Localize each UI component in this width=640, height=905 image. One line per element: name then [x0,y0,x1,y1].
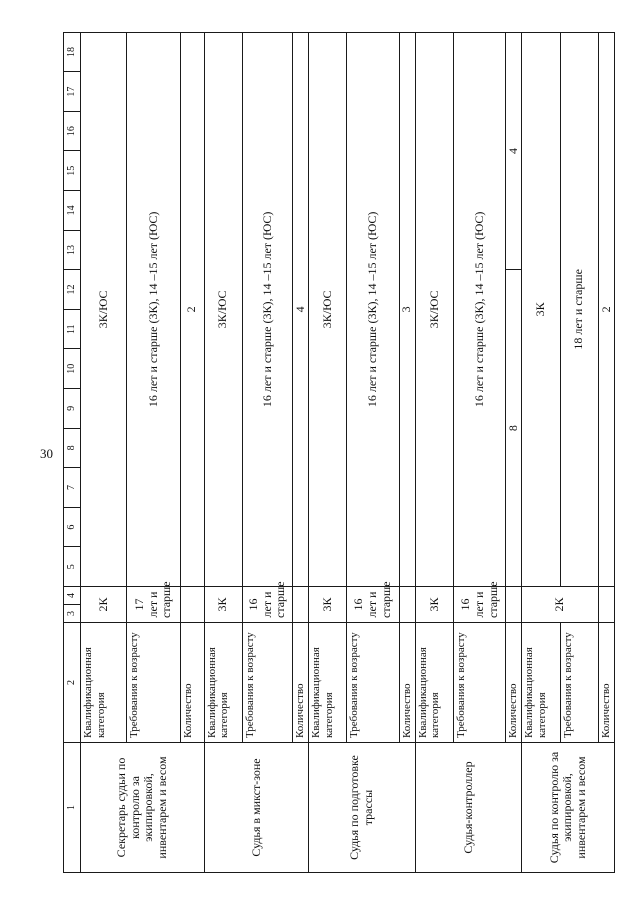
row-label-quantity: Количество [399,623,415,743]
col-header: 11 [64,309,81,349]
col-header: 10 [64,349,81,389]
age-requirement: 16 лет и старше [242,587,292,623]
age-requirement: 17 лет и старше [127,587,180,623]
category-value: 2К [81,587,127,623]
category-value: 3К [309,587,347,623]
role-name: Судья в микст-зоне [204,743,309,873]
col-header: 15 [64,151,81,191]
judges-table [63,32,615,873]
quantity-value: 8 [506,270,522,587]
column-header-row [64,32,81,872]
row-label-quantity: Количество [293,623,309,743]
row-label-category: Квалификационная категория [309,623,347,743]
col-header: 8 [64,428,81,468]
col-header: 7 [64,468,81,508]
table-row [81,32,127,872]
table-row [309,32,347,872]
category-value: 3К/ЮС [309,32,347,586]
row-label-requirements: Требования к возрасту [127,623,180,743]
col-header: 12 [64,270,81,310]
empty-cell [399,587,415,623]
category-value: 3К [204,587,242,623]
row-label-category: Квалификационная категория [522,623,560,743]
empty-cell [506,587,522,623]
col-header: 1 [64,743,81,873]
role-name: Секретарь судьи по контролю за экипировкой, инвентарем и весом [81,743,205,873]
row-label-requirements: Требования к возрасту [560,623,598,743]
quantity-value: 2 [180,32,204,586]
role-name: Судья-контроллер [415,743,522,873]
empty-cell [598,587,614,623]
col-header: 18 [64,32,81,72]
col-header: 3 [64,605,81,623]
col-header: 2 [64,623,81,743]
age-requirement: 16 лет и старше [454,587,506,623]
col-header: 13 [64,230,81,270]
row-label-requirements: Требования к возрасту [347,623,399,743]
empty-cell [180,587,204,623]
page-number: 30 [40,446,53,461]
row-label-requirements: Требования к возрасту [242,623,292,743]
col-header: 16 [64,111,81,151]
quantity-value: 4 [506,32,522,270]
category-value: 3К/ЮС [415,32,453,586]
age-requirement: 16 лет и старше (3К), 14 –15 лет (ЮС) [347,32,399,586]
row-label-quantity: Количество [598,623,614,743]
table-row [522,32,560,872]
col-header: 6 [64,507,81,547]
category-value: 3К [415,587,453,623]
category-value: 2К [522,587,598,623]
quantity-value: 2 [598,32,614,586]
col-header: 14 [64,191,81,231]
col-header: 9 [64,389,81,429]
quantity-value: 4 [293,32,309,586]
age-requirement: 16 лет и старше [347,587,399,623]
row-label-requirements: Требования к возрасту [454,623,506,743]
empty-cell [293,587,309,623]
age-requirement: 16 лет и старше (3К), 14 –15 лет (ЮС) [127,32,180,586]
role-name: Судья по контролю за экипировкой, инвентарем и весом [522,743,615,873]
rotated-table-container [63,33,615,873]
quantity-value: 3 [399,32,415,586]
col-header: 5 [64,547,81,587]
table-row [204,32,242,872]
category-value: 3К/ЮС [204,32,242,586]
row-label-quantity: Количество [506,623,522,743]
row-label-category: Квалификационная категория [81,623,127,743]
category-value: 3К [522,32,560,586]
row-label-category: Квалификационная категория [204,623,242,743]
role-name: Судья по подготовке трассы [309,743,416,873]
col-header: 17 [64,72,81,112]
table-row [415,32,453,872]
age-requirement: 16 лет и старше (3К), 14 –15 лет (ЮС) [454,32,506,586]
row-label-category: Квалификационная категория [415,623,453,743]
row-label-quantity: Количество [180,623,204,743]
col-header: 4 [64,587,81,605]
age-requirement: 18 лет и старше [560,32,598,586]
age-requirement: 16 лет и старше (3К), 14 –15 лет (ЮС) [242,32,292,586]
category-value: 3К/ЮС [81,32,127,586]
